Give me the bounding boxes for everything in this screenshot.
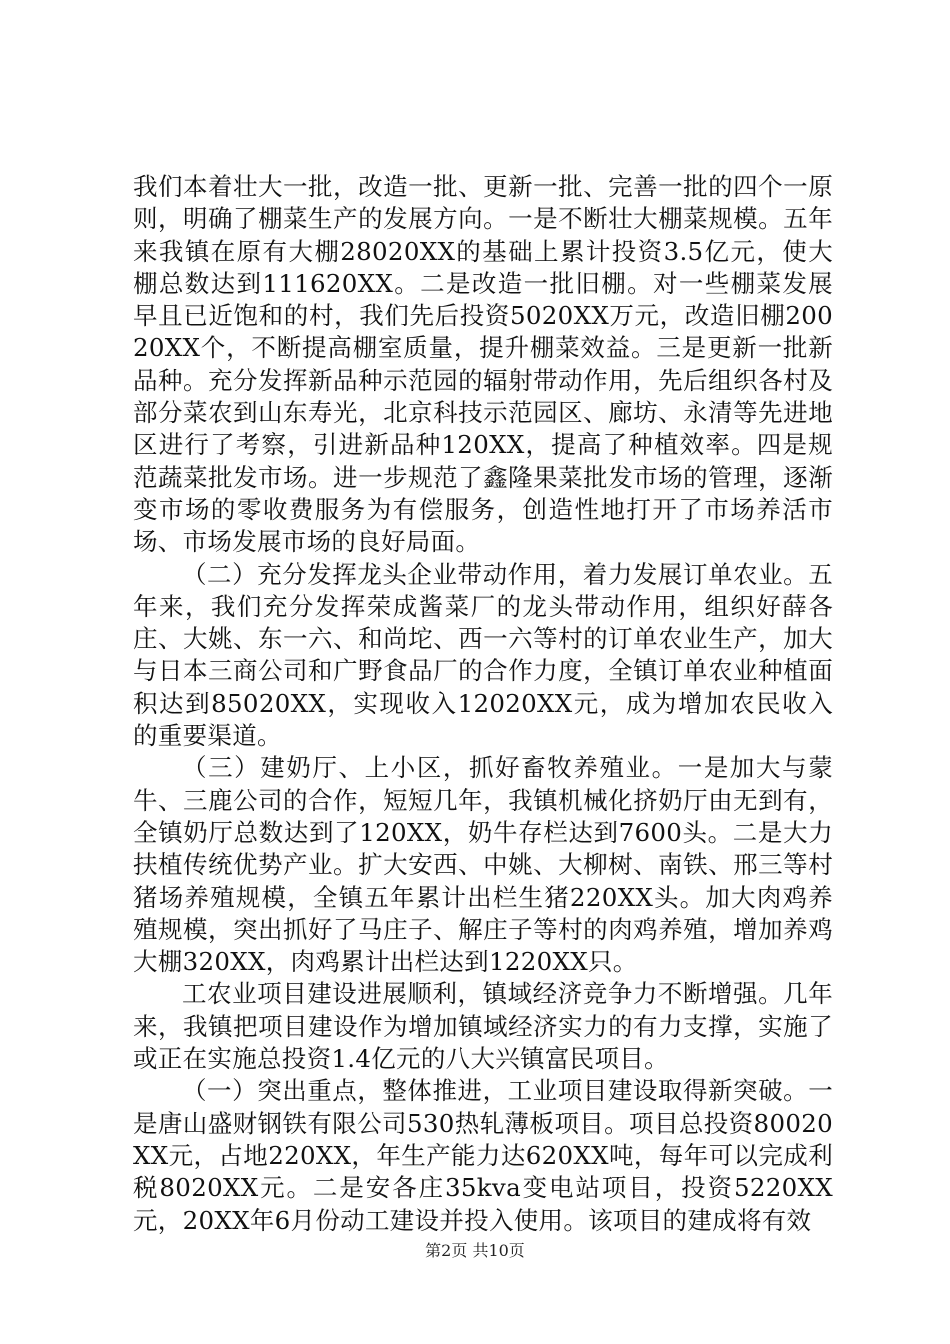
document-body: [133, 171, 833, 1237]
paragraph-2: （二）充分发挥龙头企业带动作用，着力发展订单农业。五年来，我们充分发挥荣成酱菜厂的龙头带动作用，组织好薛各庄、大姚、东一六、和尚坨、西一六等村的订单农业生产，加大与日本三商公司和广野食品厂的合作力度，全镇订单农业种植面积达到85020XX，实现收入12020XX元，成为增加农民收入的重要渠道。: [133, 559, 833, 751]
paragraph-3: （三）建奶厅、上小区，抓好畜牧养殖业。一是加大与蒙牛、三鹿公司的合作，短短几年，我镇机械化挤奶厅由无到有，全镇奶厅总数达到了120XX，奶牛存栏达到7600头。二是大力扶植传统优势产业。扩大安西、中姚、大柳树、南铁、邢三等村猪场养殖规模，全镇五年累计出栏生猪220XX头。加大肉鸡养殖规模，突出抓好了马庄子、解庄子等村的肉鸡养殖，增加养鸡大棚320XX，肉鸡累计出栏达到1220XX只。: [133, 753, 833, 977]
paragraph-5: （一）突出重点，整体推进，工业项目建设取得新突破。一是唐山盛财钢铁有限公司530热轧薄板项目。项目总投资80020XX元，占地220XX，年生产能力达620XX吨，每年可以完成利税8020XX元。二是安各庄35kva变电站项目，投资5220XX元，20XX年6月份动工建设并投入使用。该项目的建成将有效: [133, 1076, 833, 1235]
paragraph-1: 我们本着壮大一批，改造一批、更新一批、完善一批的四个一原则，明确了棚菜生产的发展方向。一是不断壮大棚菜规模。五年来我镇在原有大棚28020XX的基础上累计投资3.5亿元，使大棚总数达到111620XX。二是改造一批旧棚。对一些棚菜发展早且已近饱和的村，我们先后投资5020XX万元，改造旧棚20020XX个，不断提高棚室质量，提升棚菜效益。三是更新一批新品种。充分发挥新品种示范园的辐射带动作用，先后组织各村及部分菜农到山东寿光，北京科技示范园区、廊坊、永清等先进地区进行了考察，引进新品种120XX，提高了种植效率。四是规范蔬菜批发市场。进一步规范了鑫隆果菜批发市场的管理，逐渐变市场的零收费服务为有偿服务，创造性地打开了市场养活市场、市场发展市场的良好局面。: [133, 172, 833, 557]
page-number-footer: 第2页 共10页: [425, 1241, 525, 1260]
paragraph-4: 工农业项目建设进展顺利，镇域经济竞争力不断增强。几年来，我镇把项目建设作为增加镇域经济实力的有力支撑，实施了或正在实施总投资1.4亿元的八大兴镇富民项目。: [133, 979, 833, 1074]
